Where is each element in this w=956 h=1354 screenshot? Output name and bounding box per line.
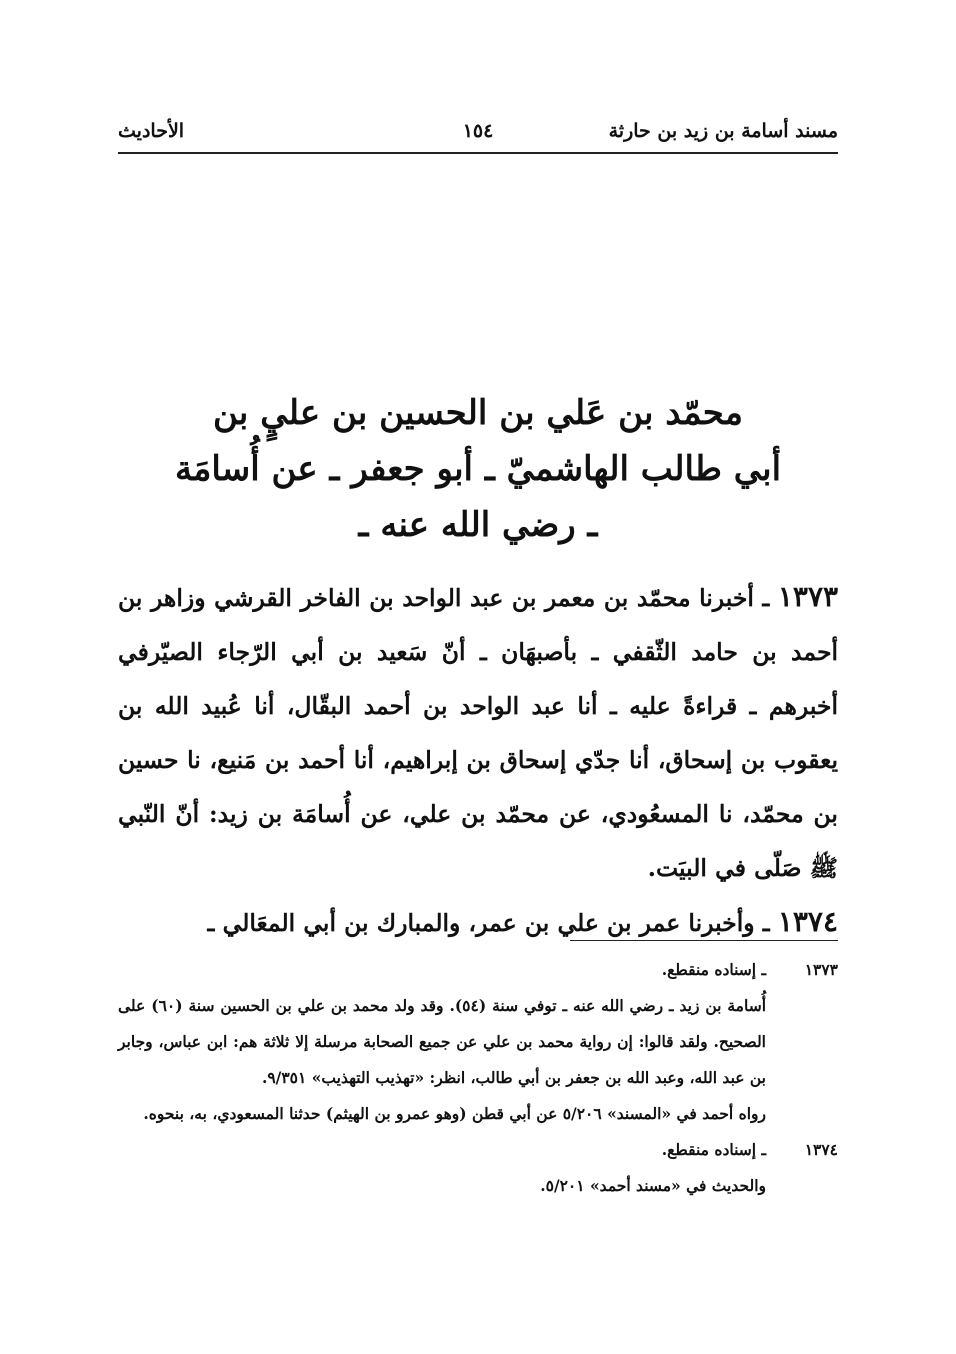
hadith-1373-line-5: أحمد بن مَنيع، نا حسين بن محمّد، نا المسعُودي، عن محمّد بن bbox=[118, 746, 838, 828]
chapter-title-line-2: أبي طالب الهاشميّ ـ أبو جعفر ـ عن أُسامَة bbox=[174, 449, 782, 489]
page-number: ١٥٤ bbox=[462, 120, 494, 142]
hadith-number-1373: ١٣٧٣ bbox=[777, 580, 839, 613]
footnote-1373-para-1: أُسامة بن زيد ـ رضي الله عنه ـ توفي سنة (٥٤). وقد ولد محمد بن علي بن الحسين سنة (٦٠) على الصحيح. ولقد قالوا: إن رواية محمد بن علي عن جميع الصحابة مرسلة إلا ثلاثة هم: ابن عباس، وجابر بن عبد الله، وعبد الله بن جعفر بن أبي طالب، انظر: «تهذيب التهذيب» ٩/٣٥١. bbox=[118, 996, 767, 1087]
hadith-number-1374: ١٣٧٤ bbox=[777, 905, 838, 938]
chapter-title-line-1: محمّد بن عَلي بن الحسين بن عليٍ بن bbox=[213, 393, 743, 433]
chapter-title bbox=[150, 385, 806, 553]
footnote-1374-status: ـ إسناده منقطع. bbox=[661, 1140, 766, 1159]
footnote-1373-status: ـ إسناده منقطع. bbox=[661, 960, 766, 979]
footnote-1374-para-1: والحديث في «مسند أحمد» ٥/٢٠١. bbox=[540, 1176, 766, 1195]
footnote-number-1373: ١٣٧٣ bbox=[804, 960, 838, 979]
header-section-title: الأحاديث bbox=[118, 120, 185, 142]
footnote-1374 bbox=[118, 1132, 838, 1168]
main-text bbox=[118, 570, 838, 950]
hadith-1374-text: ـ وأخبرنا عمر بن علي بن عمر، والمبارك بن أبي المعَالي ـ bbox=[207, 909, 770, 937]
hadith-1373 bbox=[118, 570, 838, 895]
running-header bbox=[118, 116, 838, 154]
chapter-title-line-3: ـ رضي الله عنه ـ bbox=[358, 505, 598, 545]
hadith-1373-line-3: الصيّرفي أخبرهم ـ قراءةً عليه ـ أنا عبد الواحد بن أحمد البقّال، أنا bbox=[118, 638, 838, 720]
hadith-1373-line-2: وزاهر بن أحمد بن حامد الثّقفي ـ بأصبهَان ـ أنّ سَعيد بن أبي الرّجاء bbox=[118, 584, 839, 666]
footnote-number-1374: ١٣٧٤ bbox=[804, 1140, 838, 1159]
footnote-1373 bbox=[118, 952, 838, 988]
footnotes bbox=[118, 952, 838, 1204]
footnote-1373-para-2: رواه أحمد في «المسند» ٥/٢٠٦ عن أبي قطن (وهو عمرو بن الهيثم) حدثنا المسعودي، به، بنحوه. bbox=[143, 1104, 766, 1123]
footnote-separator bbox=[570, 940, 838, 941]
hadith-1374 bbox=[118, 895, 838, 950]
header-book-title: مسند أسامة بن زيد بن حارثة bbox=[608, 120, 838, 142]
hadith-1373-line-1: ـ أخبرنا محمّد بن معمر بن عبد الواحد بن الفاخر القرشي bbox=[214, 584, 770, 612]
hadith-1373-line-4: عُبيد الله بن يعقوب بن إسحاق، أنا جدّي إسحاق بن إبراهيم، أنا bbox=[118, 692, 838, 774]
hadith-1373-line-6: علي، عن أُسامَة بن زيد: أنّ النّبي ﷺ صَلّى في البيَت. bbox=[118, 800, 838, 882]
